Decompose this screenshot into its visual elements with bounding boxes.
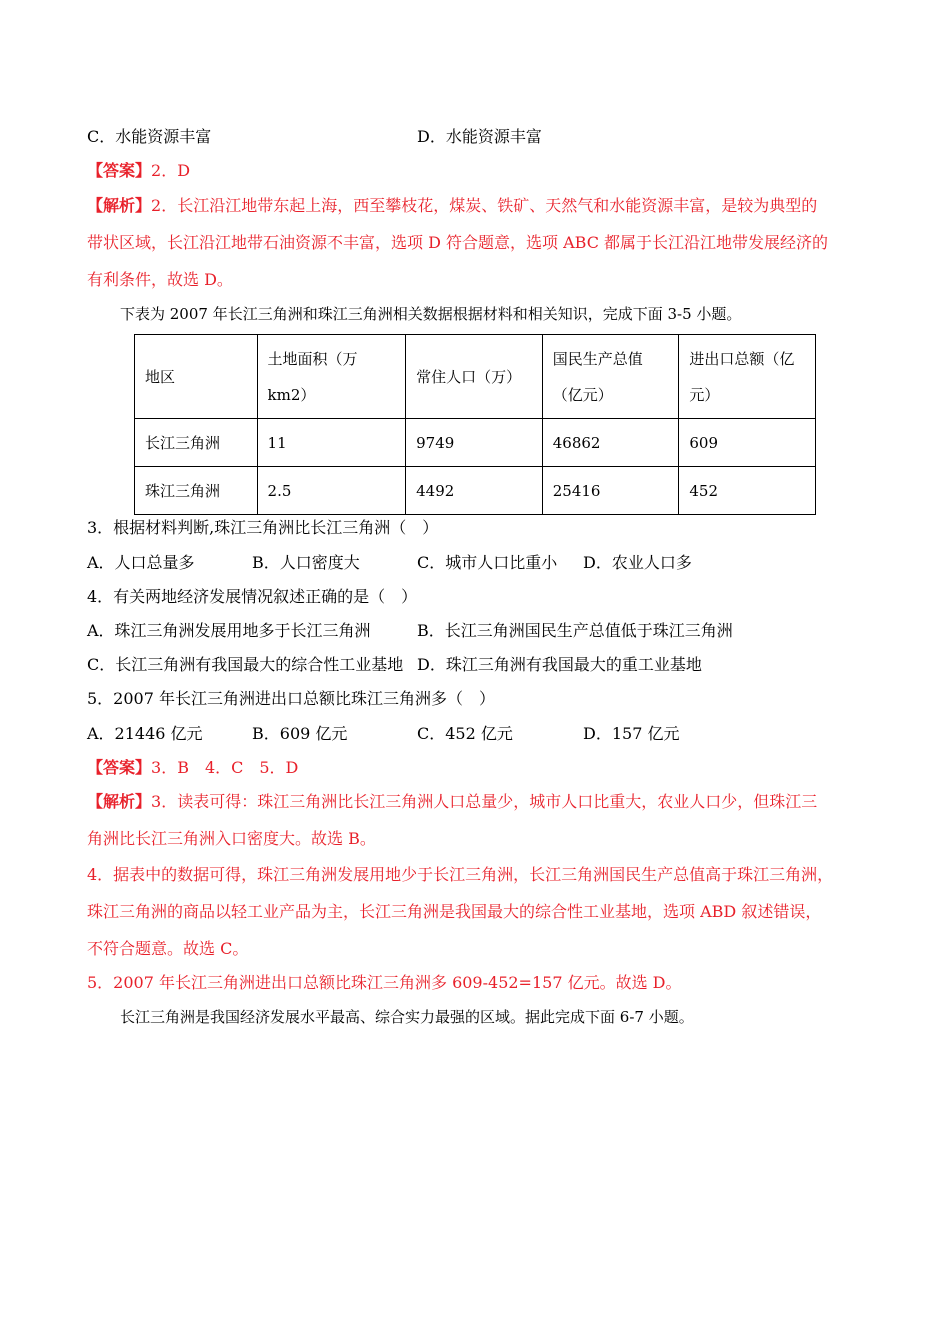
- header-cell: 国民生产总值 （亿元）: [542, 335, 679, 419]
- table-cell: 长江三角洲: [135, 419, 258, 467]
- q3-option-d: D．农业人口多: [583, 553, 692, 572]
- analysis-2-line-2: 角洲比长江三角洲入口密度大。故选 B。: [87, 829, 376, 848]
- data-table: [134, 334, 816, 515]
- answer-1: [87, 161, 190, 181]
- answer-label: 【答案】: [87, 758, 152, 777]
- analysis-2-line-4: 珠江三角洲的商品以轻工业产品为主，长江三角洲是我国最大的综合性工业基地，选项 ABD 叙述错误，: [87, 902, 822, 921]
- answer-text: 2．D: [151, 161, 191, 180]
- table-intro: 下表为 2007 年长江三角洲和珠江三角洲相关数据根据材料和相关知识，完成下面 3-5 小题。: [120, 305, 742, 323]
- table-cell: 9749: [406, 419, 543, 467]
- analysis-2-line-5: 不符合题意。故选 C。: [87, 939, 249, 958]
- table-row: [135, 419, 816, 467]
- table-cell: 452: [679, 467, 816, 515]
- table-cell: 11: [257, 419, 406, 467]
- analysis-label: 【解析】: [87, 196, 152, 215]
- answer-label: 【答案】: [87, 161, 152, 180]
- q4-option-b: B．长江三角洲国民生产总值低于珠江三角洲: [417, 621, 733, 640]
- analysis-1-line-3: 有利条件，故选 D。: [87, 270, 233, 289]
- q5-stem: 5．2007 年长江三角洲进出口总额比珠江三角洲多（ ）: [87, 689, 495, 708]
- analysis-text: 2．长江沿江地带东起上海，西至攀枝花，煤炭、铁矿、天然气和水能资源丰富，是较为典型的: [151, 196, 818, 215]
- q2-option-d: D．水能资源丰富: [417, 127, 542, 146]
- table-cell: 珠江三角洲: [135, 467, 258, 515]
- q4-option-a: A．珠江三角洲发展用地多于长江三角洲: [87, 621, 371, 640]
- table-cell: 4492: [406, 467, 543, 515]
- section-intro: 长江三角洲是我国经济发展水平最高、综合实力最强的区域。据此完成下面 6-7 小题。: [120, 1008, 694, 1026]
- answer-text: 3．B 4．C 5．D: [151, 758, 299, 777]
- q3-option-c: C．城市人口比重小: [417, 553, 558, 572]
- q5-option-c: C．452 亿元: [417, 724, 513, 743]
- table-header-row: [135, 335, 816, 419]
- analysis-1-line-2: 带状区域，长江沿江地带石油资源不丰富，选项 D 符合题意，选项 ABC 都属于长江沿江地带发展经济的: [87, 233, 829, 252]
- q3-option-a: A．人口总量多: [87, 553, 195, 572]
- header-cell: 进出口总额（亿 元）: [679, 335, 816, 419]
- table-row: [135, 467, 816, 515]
- analysis-text: 3．读表可得：珠江三角洲比长江三角洲人口总量少，城市人口比重大，农业人口少，但珠江三: [151, 792, 818, 811]
- q4-option-d: D．珠江三角洲有我国最大的重工业基地: [417, 655, 702, 674]
- q4-stem: 4．有关两地经济发展情况叙述正确的是（ ）: [87, 587, 418, 606]
- analysis-2-line-3: 4．据表中的数据可得，珠江三角洲发展用地少于长江三角洲，长江三角洲国民生产总值高于珠江三角洲，: [87, 865, 834, 884]
- q5-option-b: B．609 亿元: [252, 724, 348, 743]
- q3-option-b: B．人口密度大: [252, 553, 360, 572]
- answer-2: [87, 758, 298, 778]
- table-cell: 2.5: [257, 467, 406, 515]
- header-cell: 地区: [135, 335, 258, 419]
- q5-option-d: D．157 亿元: [583, 724, 680, 743]
- header-cell: 常住人口（万）: [406, 335, 543, 419]
- q4-option-c: C．长江三角洲有我国最大的综合性工业基地: [87, 655, 404, 674]
- q3-stem: 3．根据材料判断,珠江三角洲比长江三角洲（ ）: [87, 518, 439, 537]
- header-cell: 土地面积（万 km2）: [257, 335, 406, 419]
- table-cell: 46862: [542, 419, 679, 467]
- analysis-1-line-1: [87, 196, 817, 216]
- q5-option-a: A．21446 亿元: [87, 724, 203, 743]
- q2-option-c: C．水能资源丰富: [87, 127, 212, 146]
- analysis-2-line-1: [87, 792, 817, 812]
- analysis-label: 【解析】: [87, 792, 152, 811]
- table-cell: 609: [679, 419, 816, 467]
- analysis-2-line-6: 5．2007 年长江三角洲进出口总额比珠江三角洲多 609-452=157 亿元。故选 D。: [87, 973, 682, 992]
- table-cell: 25416: [542, 467, 679, 515]
